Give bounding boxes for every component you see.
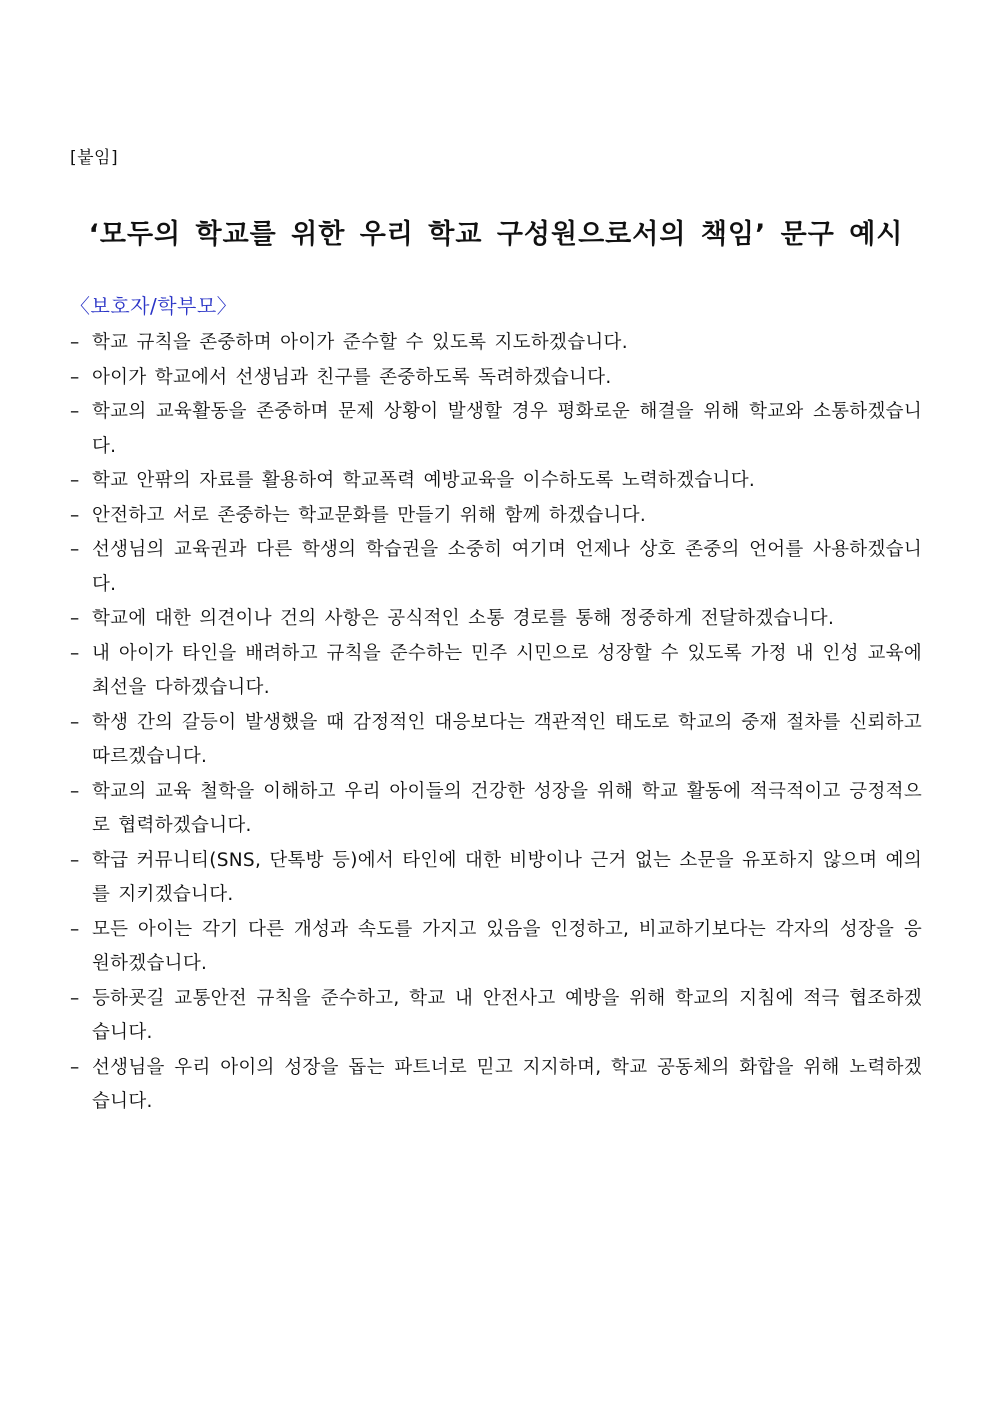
pledge-list <box>70 326 922 1120</box>
pledge-text: 학교에 대한 의견이나 건의 사항은 공식적인 소통 경로를 통해 정중하게 전달하겠습니다. <box>92 608 835 629</box>
pledge-item <box>70 844 922 913</box>
pledge-text: 학교의 교육활동을 존중하며 문제 상황이 발생할 경우 평화로운 해결을 위해 학교와 소통하겠습니다. <box>92 401 922 457</box>
pledge-text: 학교 규칙을 존중하며 아이가 준수할 수 있도록 지도하겠습니다. <box>92 332 628 353</box>
pledge-text: 모든 아이는 각기 다른 개성과 속도를 가지고 있음을 인정하고, 비교하기보다는 각자의 성장을 응원하겠습니다. <box>92 918 922 974</box>
document-title: ‘모두의 학교를 위한 우리 학교 구성원으로서의 책임’ 문구 예시 <box>88 219 904 250</box>
pledge-item <box>70 464 922 499</box>
dash-bullet: – <box>70 987 80 1009</box>
pledge-item <box>70 1051 922 1120</box>
dash-bullet: – <box>70 1056 80 1078</box>
pledge-text: 선생님의 교육권과 다른 학생의 학습권을 소중히 여기며 언제나 상호 존중의 언어를 사용하겠습니다. <box>92 539 922 595</box>
dash-bullet: – <box>70 332 80 353</box>
pledge-item <box>70 499 922 534</box>
pledge-text: 학교의 교육 철학을 이해하고 우리 아이들의 건강한 성장을 위해 학교 활동에 적극적이고 긍정적으로 협력하겠습니다. <box>92 780 922 836</box>
dash-bullet: – <box>70 470 80 491</box>
pledge-item <box>70 982 922 1051</box>
dash-bullet: – <box>70 366 80 388</box>
attachment-label: [붙임] <box>70 148 119 168</box>
pledge-text: 안전하고 서로 존중하는 학교문화를 만들기 위해 함께 하겠습니다. <box>92 504 647 526</box>
pledge-item <box>70 326 922 361</box>
pledge-item <box>70 602 922 637</box>
dash-bullet: – <box>70 504 80 526</box>
dash-bullet: – <box>70 780 80 802</box>
pledge-item <box>70 913 922 982</box>
dash-bullet: – <box>70 849 80 871</box>
dash-bullet: – <box>70 608 80 629</box>
pledge-text: 학교 안팎의 자료를 활용하여 학교폭력 예방교육을 이수하도록 노력하겠습니다. <box>92 470 756 491</box>
pledge-text: 학급 커뮤니티(SNS, 단톡방 등)에서 타인에 대한 비방이나 근거 없는 소문을 유포하지 않으며 예의를 지키겠습니다. <box>92 849 922 905</box>
pledge-text: 내 아이가 타인을 배려하고 규칙을 준수하는 민주 시민으로 성장할 수 있도록 가정 내 인성 교육에 최선을 다하겠습니다. <box>92 642 922 698</box>
dash-bullet: – <box>70 539 80 560</box>
pledge-item <box>70 706 922 775</box>
dash-bullet: – <box>70 642 80 664</box>
pledge-text: 선생님을 우리 아이의 성장을 돕는 파트너로 믿고 지지하며, 학교 공동체의 화합을 위해 노력하겠습니다. <box>92 1056 922 1112</box>
pledge-item <box>70 637 922 706</box>
pledge-item <box>70 395 922 464</box>
pledge-text: 학생 간의 갈등이 발생했을 때 감정적인 대응보다는 객관적인 태도로 학교의 중재 절차를 신뢰하고 따르겠습니다. <box>92 711 922 767</box>
pledge-text: 등하굣길 교통안전 규칙을 준수하고, 학교 내 안전사고 예방을 위해 학교의 지침에 적극 협조하겠습니다. <box>92 987 922 1043</box>
pledge-item <box>70 775 922 844</box>
pledge-text: 아이가 학교에서 선생님과 친구를 존중하도록 독려하겠습니다. <box>92 366 612 388</box>
section-heading-guardians: 〈보호자/학부모〉 <box>70 294 238 318</box>
dash-bullet: – <box>70 918 80 940</box>
pledge-item <box>70 361 922 396</box>
dash-bullet: – <box>70 711 80 733</box>
pledge-item <box>70 533 922 602</box>
dash-bullet: – <box>70 401 80 422</box>
